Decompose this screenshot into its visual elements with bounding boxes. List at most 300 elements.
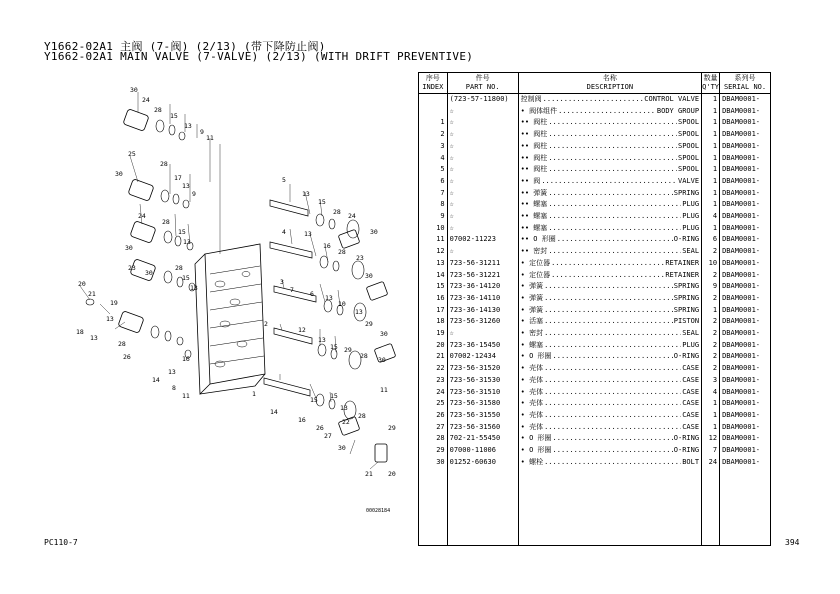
part-number-cell: ☆: [447, 141, 518, 153]
table-row: [419, 375, 771, 387]
description-en: SPOOL: [677, 153, 700, 162]
header-desc-en: DESCRIPTION: [518, 83, 701, 94]
index-cell: 27: [419, 422, 448, 434]
svg-text:15: 15: [318, 198, 326, 206]
quantity-cell: 2: [702, 328, 720, 340]
part-number-cell: 723-36-14110: [447, 293, 518, 305]
part-number-cell: 723-56-31260: [447, 316, 518, 328]
serial-cell: DBAM0001-: [720, 164, 771, 176]
serial-cell: DBAM0001-: [720, 293, 771, 305]
part-number-cell: 723-56-31211: [447, 258, 518, 270]
description-cell: [518, 176, 701, 188]
table-row: [419, 176, 771, 188]
index-cell: 26: [419, 410, 448, 422]
serial-cell: DBAM0001-: [720, 328, 771, 340]
svg-text:30: 30: [365, 272, 373, 280]
table-row: [419, 351, 771, 363]
table-row: [419, 293, 771, 305]
description-cn: • 壳体: [520, 387, 544, 396]
part-number-cell: 702-21-55450: [447, 433, 518, 445]
description-cell: [518, 246, 701, 258]
svg-text:11: 11: [380, 386, 388, 394]
exploded-view-diagram: [20, 74, 420, 524]
index-cell: 15: [419, 281, 448, 293]
description-en: O-RING: [673, 446, 700, 455]
quantity-cell: 6: [702, 234, 720, 246]
description-en: O-RING: [673, 235, 700, 244]
description-cn: • 定位器: [520, 270, 551, 279]
svg-text:30: 30: [145, 269, 153, 277]
dot-leader: [544, 398, 681, 410]
dot-leader: [548, 153, 677, 165]
svg-text:24: 24: [348, 212, 356, 220]
serial-cell: DBAM0001-: [720, 316, 771, 328]
description-cn: •• 密封: [520, 247, 548, 256]
description-cn: • 弹簧: [520, 293, 544, 302]
quantity-cell: 2: [702, 351, 720, 363]
table-row: [419, 199, 771, 211]
description-cn: •• 螺塞: [520, 200, 548, 209]
serial-cell: DBAM0001-: [720, 270, 771, 282]
svg-text:14: 14: [270, 408, 278, 416]
quantity-cell: 1: [702, 199, 720, 211]
svg-text:21: 21: [88, 290, 96, 298]
description-cell: [518, 199, 701, 211]
description-cell: [518, 328, 701, 340]
description-cell: [518, 129, 701, 141]
quantity-cell: 1: [702, 176, 720, 188]
svg-text:26: 26: [316, 424, 324, 432]
svg-text:1: 1: [252, 390, 256, 398]
description-cn: •• 阀: [520, 176, 541, 185]
index-cell: 3: [419, 141, 448, 153]
svg-text:24: 24: [138, 212, 146, 220]
index-cell: 29: [419, 445, 448, 457]
description-en: RETAINER: [665, 258, 700, 267]
dot-leader: [544, 363, 681, 375]
svg-text:28: 28: [118, 340, 126, 348]
serial-cell: DBAM0001-: [720, 422, 771, 434]
quantity-cell: 1: [702, 223, 720, 235]
part-number-cell: ☆: [447, 188, 518, 200]
table-row: [419, 153, 771, 165]
svg-text:9: 9: [200, 128, 204, 136]
part-number-cell: 01252-60630: [447, 457, 518, 469]
svg-text:30: 30: [125, 244, 133, 252]
description-cn: • 螺栓: [520, 457, 544, 466]
description-cell: [518, 445, 701, 457]
drawing-number: 00028184: [366, 508, 391, 514]
description-cn: •• 阀柱: [520, 153, 548, 162]
description-en: BODY GROUP: [656, 106, 700, 115]
description-cn: • 壳体: [520, 422, 544, 431]
index-cell: 2: [419, 129, 448, 141]
quantity-cell: 1: [702, 117, 720, 129]
dot-leader: [558, 106, 656, 118]
svg-text:21: 21: [365, 470, 373, 478]
svg-text:28: 28: [338, 248, 346, 256]
dot-leader: [543, 94, 644, 106]
index-cell: 28: [419, 433, 448, 445]
quantity-cell: 2: [702, 270, 720, 282]
description-en: SPRING: [673, 305, 700, 314]
table-row: [419, 106, 771, 118]
description-cn: • O 形圈: [520, 352, 552, 361]
table-row: [419, 164, 771, 176]
serial-cell: DBAM0001-: [720, 445, 771, 457]
svg-text:13: 13: [184, 122, 192, 130]
index-cell: 22: [419, 363, 448, 375]
quantity-cell: 1: [702, 164, 720, 176]
table-row: [419, 223, 771, 235]
serial-cell: DBAM0001-: [720, 258, 771, 270]
empty-cell: [702, 469, 720, 546]
index-cell: 11: [419, 234, 448, 246]
svg-text:30: 30: [370, 228, 378, 236]
parts-rows: [419, 94, 771, 546]
index-cell: 7: [419, 188, 448, 200]
description-cell: [518, 398, 701, 410]
description-cell: [518, 293, 701, 305]
description-cn: • 壳体: [520, 375, 544, 384]
part-number-cell: ☆: [447, 153, 518, 165]
description-cell: [518, 281, 701, 293]
page-number: 394: [785, 538, 800, 547]
serial-cell: DBAM0001-: [720, 246, 771, 258]
description-cn: • 壳体: [520, 410, 544, 419]
description-en: CONTROL VALVE: [644, 95, 700, 103]
description-cell: [518, 188, 701, 200]
description-cell: [518, 340, 701, 352]
description-en: PLUG: [682, 223, 700, 232]
svg-text:2: 2: [264, 320, 268, 328]
table-filler-row: [419, 469, 771, 546]
description-en: CASE: [682, 422, 700, 431]
svg-text:30: 30: [378, 356, 386, 364]
quantity-cell: 10: [702, 258, 720, 270]
index-cell: 6: [419, 176, 448, 188]
serial-cell: DBAM0001-: [720, 117, 771, 129]
dot-leader: [544, 316, 673, 328]
description-en: SPOOL: [677, 141, 700, 150]
description-en: VALVE: [677, 176, 700, 185]
table-row: [419, 94, 771, 106]
description-cell: [518, 106, 701, 118]
serial-cell: DBAM0001-: [720, 410, 771, 422]
quantity-cell: 2: [702, 363, 720, 375]
svg-text:3: 3: [280, 278, 284, 286]
dot-leader: [548, 117, 677, 129]
part-number-cell: ☆: [447, 164, 518, 176]
quantity-cell: 1: [702, 422, 720, 434]
svg-text:6: 6: [310, 290, 314, 298]
serial-cell: DBAM0001-: [720, 305, 771, 317]
header-serial-cn: 系列号: [720, 73, 771, 84]
dot-leader: [548, 211, 681, 223]
part-number-cell: 723-56-31560: [447, 422, 518, 434]
part-number-cell: 07000-11006: [447, 445, 518, 457]
quantity-cell: 2: [702, 340, 720, 352]
dot-leader: [544, 375, 681, 387]
svg-text:28: 28: [333, 208, 341, 216]
svg-text:13: 13: [168, 368, 176, 376]
model-name: PC110-7: [44, 538, 78, 547]
svg-text:9: 9: [192, 190, 196, 198]
serial-cell: DBAM0001-: [720, 141, 771, 153]
part-number-cell: 07002-12434: [447, 351, 518, 363]
description-cell: [518, 258, 701, 270]
description-en: SPRING: [673, 188, 700, 197]
header-serial-en: SERIAL NO.: [720, 83, 771, 94]
svg-text:13: 13: [90, 334, 98, 342]
quantity-cell: 1: [702, 141, 720, 153]
svg-text:28: 28: [154, 106, 162, 114]
part-number-cell: 07002-11223: [447, 234, 518, 246]
dot-leader: [553, 351, 673, 363]
part-number-cell: 723-56-31580: [447, 398, 518, 410]
part-number-cell: ☆: [447, 246, 518, 258]
svg-text:15: 15: [310, 396, 318, 404]
serial-cell: DBAM0001-: [720, 234, 771, 246]
description-en: O-RING: [673, 352, 700, 361]
description-cell: [518, 410, 701, 422]
svg-text:11: 11: [206, 134, 214, 142]
dot-leader: [544, 305, 673, 317]
description-cell: [518, 234, 701, 246]
svg-text:27: 27: [324, 432, 332, 440]
part-number-cell: 723-36-14120: [447, 281, 518, 293]
table-row: [419, 270, 771, 282]
index-cell: 1: [419, 117, 448, 129]
svg-text:28: 28: [175, 264, 183, 272]
serial-cell: DBAM0001-: [720, 188, 771, 200]
dot-leader: [557, 234, 673, 246]
svg-text:17: 17: [174, 174, 182, 182]
description-cell: [518, 387, 701, 399]
svg-text:13: 13: [302, 190, 310, 198]
index-cell: 5: [419, 164, 448, 176]
description-en: SPRING: [673, 282, 700, 291]
svg-text:13: 13: [318, 336, 326, 344]
svg-text:13: 13: [355, 308, 363, 316]
description-cell: [518, 141, 701, 153]
serial-cell: DBAM0001-: [720, 223, 771, 235]
svg-text:14: 14: [152, 376, 160, 384]
svg-text:30: 30: [130, 86, 138, 94]
svg-text:29: 29: [388, 424, 396, 432]
table-row: [419, 281, 771, 293]
quantity-cell: 24: [702, 457, 720, 469]
svg-text:28: 28: [162, 218, 170, 226]
description-en: PLUG: [682, 200, 700, 209]
svg-text:26: 26: [123, 353, 131, 361]
description-cell: [518, 94, 701, 106]
header-qty-cn: 数量: [702, 73, 720, 84]
index-cell: 13: [419, 258, 448, 270]
svg-text:13: 13: [106, 315, 114, 323]
description-cn: •• 弹簧: [520, 188, 548, 197]
table-row: [419, 363, 771, 375]
table-row: [419, 141, 771, 153]
table-row: [419, 410, 771, 422]
svg-text:7: 7: [290, 286, 294, 294]
description-cn: • O 形圈: [520, 446, 552, 455]
index-cell: 12: [419, 246, 448, 258]
page-title-en: Y1662-02A1 MAIN VALVE (7-VALVE) (2/13) (WITH DRIFT PREVENTIVE): [44, 50, 474, 63]
description-en: PLUG: [682, 212, 700, 221]
description-cell: [518, 270, 701, 282]
quantity-cell: 1: [702, 188, 720, 200]
description-en: PISTON: [673, 317, 700, 326]
table-row: [419, 457, 771, 469]
svg-text:28: 28: [160, 160, 168, 168]
index-cell: 25: [419, 398, 448, 410]
quantity-cell: 1: [702, 398, 720, 410]
svg-text:16: 16: [323, 242, 331, 250]
serial-cell: DBAM0001-: [720, 211, 771, 223]
quantity-cell: 2: [702, 293, 720, 305]
quantity-cell: 2: [702, 246, 720, 258]
description-cn: •• 阀柱: [520, 130, 548, 139]
description-cell: [518, 223, 701, 235]
svg-text:19: 19: [110, 299, 118, 307]
part-number-cell: ☆: [447, 106, 518, 118]
serial-cell: DBAM0001-: [720, 457, 771, 469]
part-number-cell: 723-56-31550: [447, 410, 518, 422]
part-number-cell: (723-57-11800): [447, 94, 518, 106]
svg-text:29: 29: [365, 320, 373, 328]
description-cn: • O 形圈: [520, 434, 552, 443]
dot-leader: [544, 410, 681, 422]
svg-text:13: 13: [325, 294, 333, 302]
dot-leader: [548, 246, 681, 258]
svg-text:13: 13: [182, 182, 190, 190]
serial-cell: DBAM0001-: [720, 94, 771, 106]
part-number-cell: 723-56-31221: [447, 270, 518, 282]
description-en: CASE: [682, 375, 700, 384]
dot-leader: [553, 433, 673, 445]
part-number-cell: ☆: [447, 176, 518, 188]
svg-text:10: 10: [338, 300, 346, 308]
svg-text:23: 23: [356, 254, 364, 262]
description-cn: •• 阀柱: [520, 165, 548, 174]
quantity-cell: 1: [702, 106, 720, 118]
quantity-cell: 4: [702, 211, 720, 223]
quantity-cell: 1: [702, 305, 720, 317]
dot-leader: [548, 223, 681, 235]
index-cell: 19: [419, 328, 448, 340]
description-cell: [518, 117, 701, 129]
table-row: [419, 340, 771, 352]
svg-text:4: 4: [282, 228, 286, 236]
description-cell: [518, 211, 701, 223]
serial-cell: DBAM0001-: [720, 106, 771, 118]
description-en: SPOOL: [677, 118, 700, 127]
index-cell: 4: [419, 153, 448, 165]
dot-leader: [544, 328, 681, 340]
description-en: CASE: [682, 364, 700, 373]
svg-text:30: 30: [380, 330, 388, 338]
index-cell: 24: [419, 387, 448, 399]
description-cn: • 定位器: [520, 258, 551, 267]
part-number-cell: ☆: [447, 129, 518, 141]
dot-leader: [548, 188, 672, 200]
serial-cell: DBAM0001-: [720, 433, 771, 445]
index-cell: 23: [419, 375, 448, 387]
description-en: PLUG: [682, 340, 700, 349]
svg-text:30: 30: [115, 170, 123, 178]
svg-text:13: 13: [340, 404, 348, 412]
serial-cell: DBAM0001-: [720, 153, 771, 165]
svg-text:15: 15: [178, 228, 186, 236]
table-row: [419, 305, 771, 317]
svg-text:30: 30: [338, 444, 346, 452]
serial-cell: DBAM0001-: [720, 363, 771, 375]
part-number-cell: 723-56-31530: [447, 375, 518, 387]
description-en: O-RING: [673, 434, 700, 443]
description-cn: • 密封: [520, 329, 544, 338]
index-cell: 14: [419, 270, 448, 282]
dot-leader: [544, 340, 681, 352]
part-number-cell: ☆: [447, 117, 518, 129]
svg-text:15: 15: [170, 112, 178, 120]
table-row: [419, 387, 771, 399]
header-index-cn: 序号: [419, 73, 448, 84]
svg-text:15: 15: [330, 392, 338, 400]
quantity-cell: 4: [702, 387, 720, 399]
part-number-cell: 723-36-14130: [447, 305, 518, 317]
page-title-cn: Y1662-02A1 主阀 (7-阀) (2/13) (带下降防止阀): [44, 40, 326, 53]
index-cell: 30: [419, 457, 448, 469]
description-en: SPOOL: [677, 165, 700, 174]
svg-text:20: 20: [78, 280, 86, 288]
table-row: [419, 234, 771, 246]
parts-list-table: [418, 72, 771, 546]
part-number-cell: 723-56-31520: [447, 363, 518, 375]
svg-text:15: 15: [330, 343, 338, 351]
empty-cell: [447, 469, 518, 546]
description-cell: [518, 363, 701, 375]
serial-cell: DBAM0001-: [720, 176, 771, 188]
table-row: [419, 246, 771, 258]
empty-cell: [518, 469, 701, 546]
dot-leader: [551, 270, 664, 282]
svg-text:24: 24: [142, 96, 150, 104]
description-en: CASE: [682, 399, 700, 408]
description-cell: [518, 457, 701, 469]
description-cn: •• 阀柱: [520, 141, 548, 150]
svg-text:16: 16: [182, 355, 190, 363]
svg-text:13: 13: [183, 238, 191, 246]
description-cell: [518, 316, 701, 328]
quantity-cell: 7: [702, 445, 720, 457]
svg-text:23: 23: [128, 264, 136, 272]
index-cell: 9: [419, 211, 448, 223]
dot-leader: [548, 141, 677, 153]
header-desc-cn: 名称: [518, 73, 701, 84]
description-cn: •• 螺塞: [520, 212, 548, 221]
quantity-cell: 2: [702, 316, 720, 328]
table-row: [419, 398, 771, 410]
description-cn: • 阀体组件: [520, 106, 558, 115]
description-en: RETAINER: [665, 270, 700, 279]
table-row: [419, 445, 771, 457]
part-number-cell: 723-56-31510: [447, 387, 518, 399]
quantity-cell: 1: [702, 410, 720, 422]
header-part-en: PART NO.: [447, 83, 518, 94]
svg-text:29: 29: [344, 346, 352, 354]
quantity-cell: 1: [702, 94, 720, 106]
